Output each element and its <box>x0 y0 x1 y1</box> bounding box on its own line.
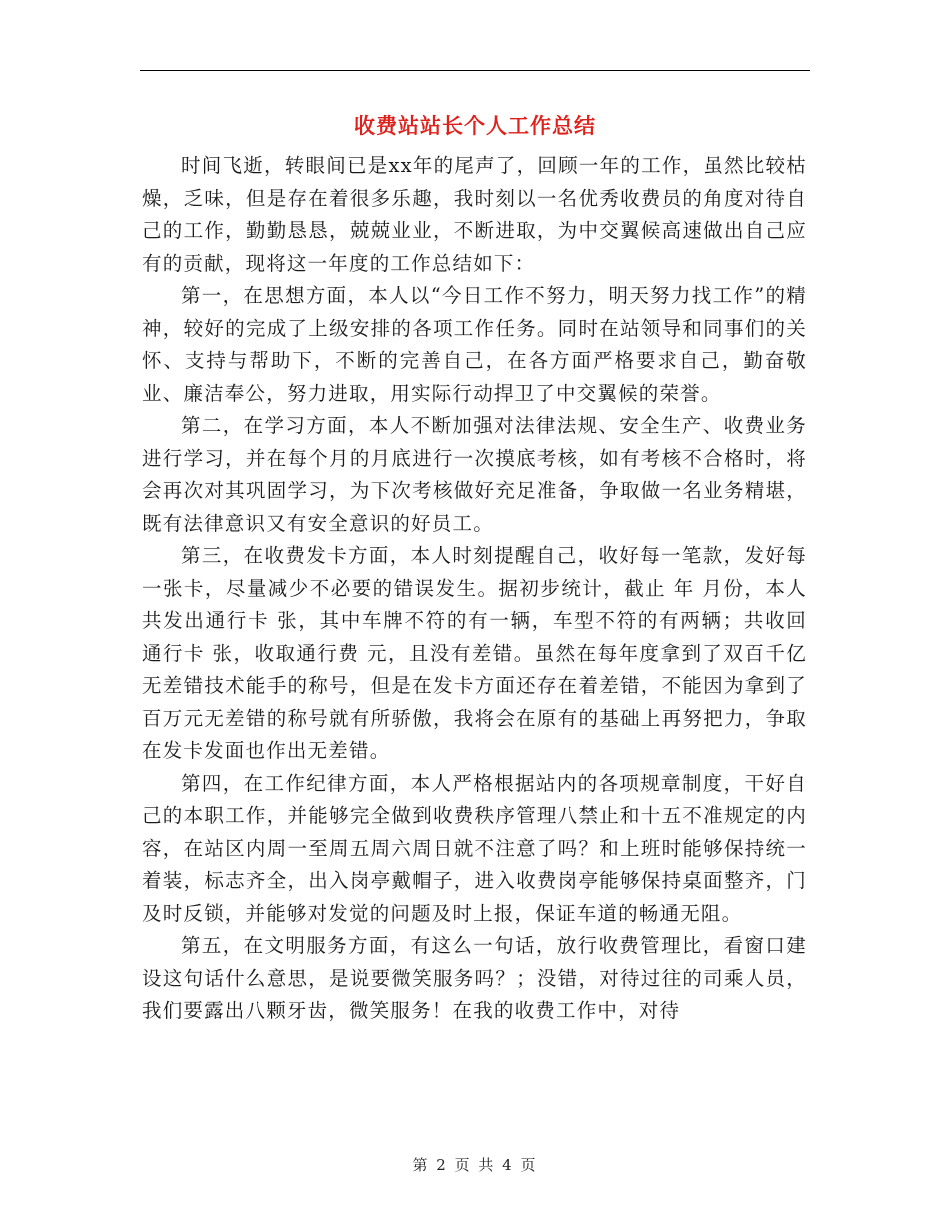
paragraph-intro: 时间飞逝，转眼间已是xx年的尾声了，回顾一年的工作，虽然比较枯燥，乏味，但是存在着很多乐趣，我时刻以一名优秀收费员的角度对待自己的工作，勤勤恳恳，兢兢业业，不断进取，为中交翼候高速做出自己应有的贡献，现将这一年度的工作总结如下： <box>142 154 807 275</box>
paragraph-discipline: 第四，在工作纪律方面，本人严格根据站内的各项规章制度，干好自己的本职工作，并能够完全做到收费秩序管理八禁止和十五不准规定的内容，在站区内周一至周五周六周日就不注意了吗？和上班时能够保持统一着装，标志齐全，出入岗亭戴帽子，进入收费岗亭能够保持桌面整齐，门及时反锁，并能够对发觉的问题及时上报，保证车道的畅通无阻。 <box>142 771 807 925</box>
document-body <box>142 150 807 1028</box>
paragraph-ideology: 第一，在思想方面，本人以“今日工作不努力，明天努力找工作”的精神，较好的完成了上级安排的各项工作任务。同时在站领导和同事们的关怀、支持与帮助下，不断的完善自己，在各方面严格要求自己，勤奋敬业、廉洁奉公，努力进取，用实际行动捍卫了中交翼候的荣誉。 <box>142 284 807 405</box>
paragraph-card-issuing: 第三，在收费发卡方面，本人时刻提醒自己，收好每一笔款，发好每一张卡，尽量减少不必要的错误发生。据初步统计，截止 年 月份，本人共发出通行卡 张，其中车牌不符的有一辆，车型不符的有两辆；共收回通行卡 张，收取通行费 元，且没有差错。虽然在每年度拿到了双百千亿无差错技术能手的称号，但是在发卡方面还存在着差错，不能因为拿到了百万元无差错的称号就有所骄傲，我将会在原有的基础上再努把力，争取在发卡发面也作出无差错。 <box>142 544 807 762</box>
paragraph-service: 第五，在文明服务方面，有这么一句话，放行收费管理比，看窗口建设这句话什么意思，是说要微笑服务吗？；没错，对待过往的司乘人员，我们要露出八颗牙齿，微笑服务！在我的收费工作中，对待 <box>142 934 807 1022</box>
document-title: 收费站站长个人工作总结 <box>354 113 596 138</box>
page-footer: 第 2 页 共 4 页 <box>412 1156 538 1174</box>
header-rule <box>140 70 810 71</box>
paragraph-study: 第二，在学习方面，本人不断加强对法律法规、安全生产、收费业务进行学习，并在每个月的月底进行一次摸底考核，如有考核不合格时，将会再次对其巩固学习，为下次考核做好充足准备，争取做一名业务精堪，既有法律意识又有安全意识的好员工。 <box>142 414 807 535</box>
